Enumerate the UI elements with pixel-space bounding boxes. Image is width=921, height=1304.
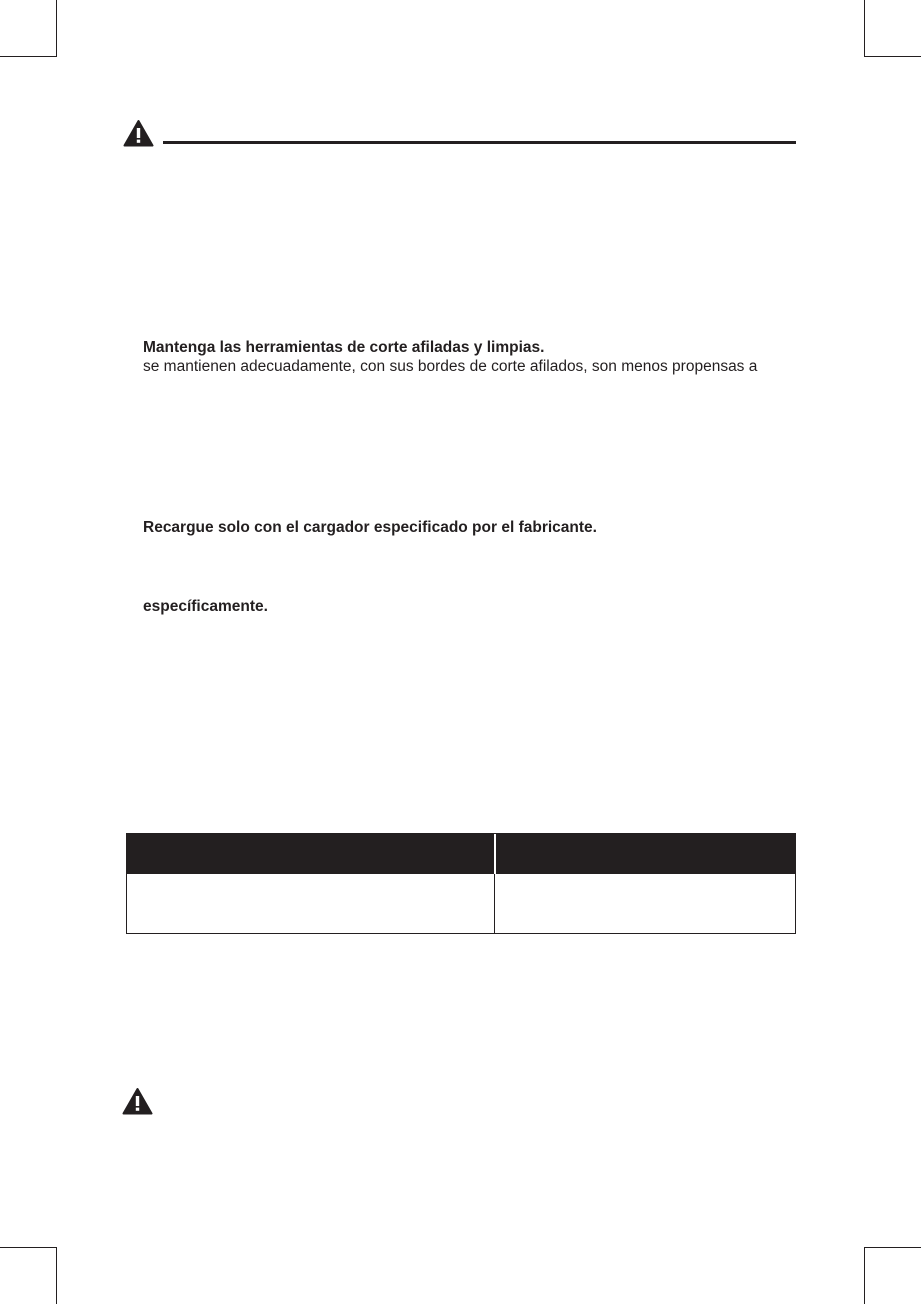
crop-mark-top-right-vertical	[864, 0, 865, 57]
section-heading-charger: Recargue solo con el cargador especificado por el fabricante.	[143, 519, 597, 536]
table-header-row	[127, 834, 795, 874]
spec-table	[126, 833, 796, 934]
table-column-divider	[494, 874, 495, 933]
table-header-divider	[494, 834, 496, 874]
crop-mark-bottom-right-horizontal	[864, 1247, 921, 1248]
crop-mark-top-left-vertical	[56, 0, 57, 57]
warning-triangle-icon-bottom	[122, 1087, 153, 1115]
crop-mark-top-right-horizontal	[864, 56, 921, 57]
crop-mark-bottom-right-vertical	[864, 1247, 865, 1304]
section-continuation-charger: específicamente.	[143, 598, 268, 615]
crop-mark-bottom-left-horizontal	[0, 1247, 57, 1248]
section-body-cutting-tools: se mantienen adecuadamente, con sus bordes de corte afilados, son menos propensas a	[143, 358, 758, 375]
header-rule	[163, 141, 796, 144]
section-heading-cutting-tools: Mantenga las herramientas de corte afiladas y limpias.	[143, 339, 545, 356]
crop-mark-top-left-horizontal	[0, 56, 57, 57]
warning-triangle-icon	[123, 119, 154, 147]
crop-mark-bottom-left-vertical	[56, 1247, 57, 1304]
